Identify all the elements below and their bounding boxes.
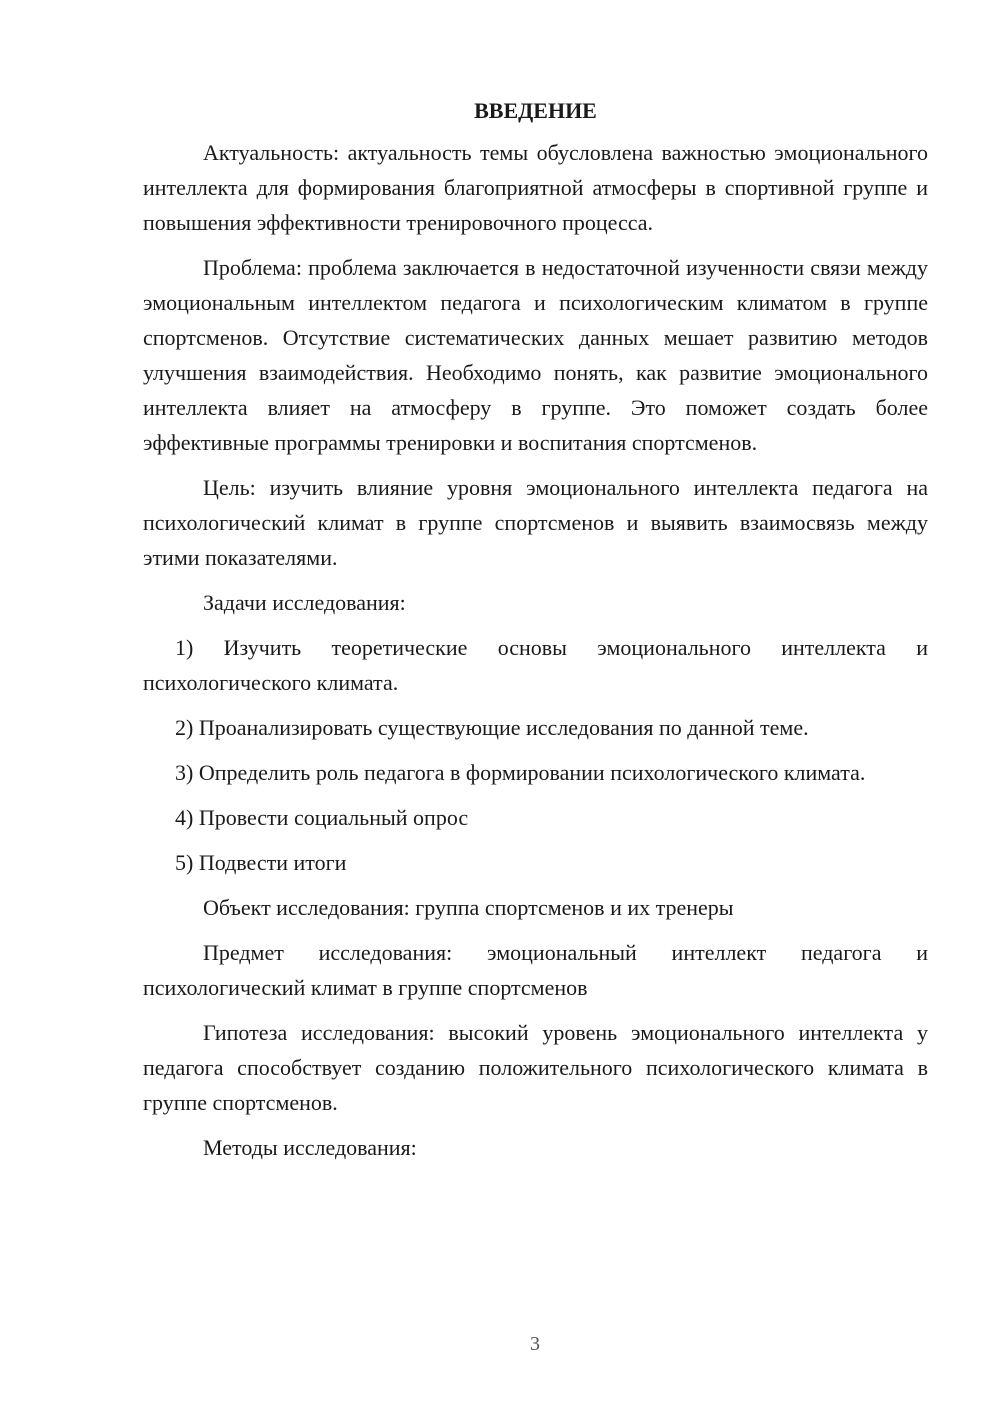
paragraph-problem: Проблема: проблема заключается в недостаточной изученности связи между эмоциональным интеллектом педагога и психологическим климатом в группе спортсменов. Отсутствие систематических данных мешает развитию методов улучшения взаимодействия. Необходимо понять, как развитие эмоционального интеллекта влияет на атмосферу в группе. Это поможет создать более эффективные программы тренировки и воспитания спортсменов. xyxy=(143,255,928,455)
task-item-5: 5) Подвести итоги xyxy=(175,850,347,875)
task-item-1: 1) Изучить теоретические основы эмоционального интеллекта и психологического климата. xyxy=(143,635,928,695)
task-item-2: 2) Проанализировать существующие исследования по данной теме. xyxy=(175,715,809,740)
paragraph-subject: Предмет исследования: эмоциональный интеллект педагога и психологический климат в группе спортсменов xyxy=(143,940,928,1000)
paragraph-goal: Цель: изучить влияние уровня эмоционального интеллекта педагога на психологический климат в группе спортсменов и выявить взаимосвязь между этими показателями. xyxy=(143,475,928,570)
task-item-3: 3) Определить роль педагога в формировании психологического климата. xyxy=(175,760,866,785)
section-title: ВВЕДЕНИЕ xyxy=(474,98,597,123)
paragraph-relevance: Актуальность: актуальность темы обусловлена важностью эмоционального интеллекта для формирования благоприятной атмосферы в спортивной группе и повышения эффективности тренировочного процесса. xyxy=(143,140,928,235)
document-page xyxy=(143,94,928,1175)
tasks-heading: Задачи исследования: xyxy=(203,590,406,615)
task-item-4: 4) Провести социальный опрос xyxy=(175,805,469,830)
paragraph-object: Объект исследования: группа спортсменов и их тренеры xyxy=(203,895,734,920)
paragraph-hypothesis: Гипотеза исследования: высокий уровень эмоционального интеллекта у педагога способствует созданию положительного психологического климата в группе спортсменов. xyxy=(143,1020,928,1115)
paragraph-methods: Методы исследования: xyxy=(203,1135,417,1160)
page-number: 3 xyxy=(530,1333,540,1355)
